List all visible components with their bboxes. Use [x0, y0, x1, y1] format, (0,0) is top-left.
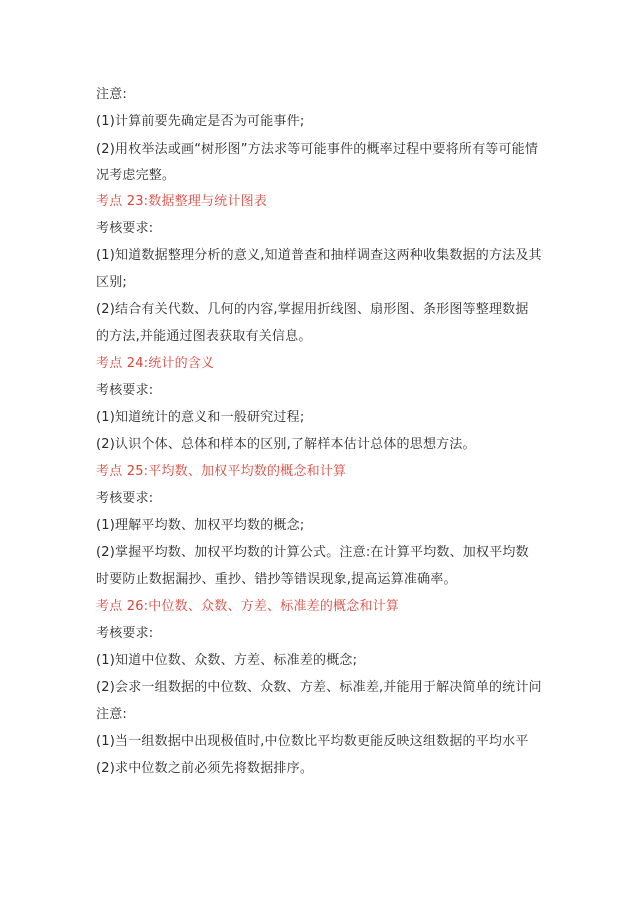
topic-24-item-2: (2)认识个体、总体和样本的区别,了解样本估计总体的思想方法。	[96, 437, 476, 452]
note2-item-2: (2)求中位数之前必须先将数据排序。	[96, 761, 314, 776]
topic-23-heading: 考点 23:数据整理与统计图表	[96, 194, 268, 209]
topic-25-item-1: (1)理解平均数、加权平均数的概念;	[96, 518, 305, 533]
requirements-label-25: 考核要求:	[96, 491, 154, 506]
topic-26-item-1: (1)知道中位数、众数、方差、标准差的概念;	[96, 653, 358, 668]
topic-26-heading: 考点 26:中位数、众数、方差、标准差的概念和计算	[96, 599, 400, 614]
topic-23-item-1: (1)知道数据整理分析的意义,知道普查和抽样调查这两种收集数据的方法及其	[96, 248, 542, 263]
topic-24-item-1: (1)知道统计的意义和一般研究过程;	[96, 410, 305, 425]
requirements-label-23: 考核要求:	[96, 221, 154, 236]
requirements-label-26: 考核要求:	[96, 626, 154, 641]
topic-25-item-2-cont: 时要防止数据漏抄、重抄、错抄等错误现象,提高运算准确率。	[96, 572, 457, 587]
topic-26-item-2: (2)会求一组数据的中位数、众数、方差、标准差,并能用于解决简单的统计问	[96, 680, 542, 695]
note-heading-1: 注意:	[96, 87, 127, 102]
requirements-label-24: 考核要求:	[96, 383, 154, 398]
topic-24-heading: 考点 24:统计的含义	[96, 356, 215, 371]
note-item-2: (2)用枚举法或画“树形图”方法求等可能事件的概率过程中要将所有等可能情	[96, 142, 539, 157]
note2-item-1: (1)当一组数据中出现极值时,中位数比平均数更能反映这组数据的平均水平	[96, 734, 529, 749]
topic-23-item-1-cont: 区别;	[96, 275, 127, 290]
note-item-1: (1)计算前要先确定是否为可能事件;	[96, 114, 305, 129]
topic-23-item-2-cont: 的方法,并能通过图表获取有关信息。	[96, 329, 312, 344]
note-item-2-cont: 况考虑完整。	[96, 168, 176, 183]
topic-25-item-2: (2)掌握平均数、加权平均数的计算公式。注意:在计算平均数、加权平均数	[96, 545, 529, 560]
topic-23-item-2: (2)结合有关代数、几何的内容,掌握用折线图、扇形图、条形图等整理数据	[96, 302, 529, 317]
topic-25-heading: 考点 25:平均数、加权平均数的概念和计算	[96, 464, 347, 479]
note-heading-2: 注意:	[96, 707, 127, 722]
